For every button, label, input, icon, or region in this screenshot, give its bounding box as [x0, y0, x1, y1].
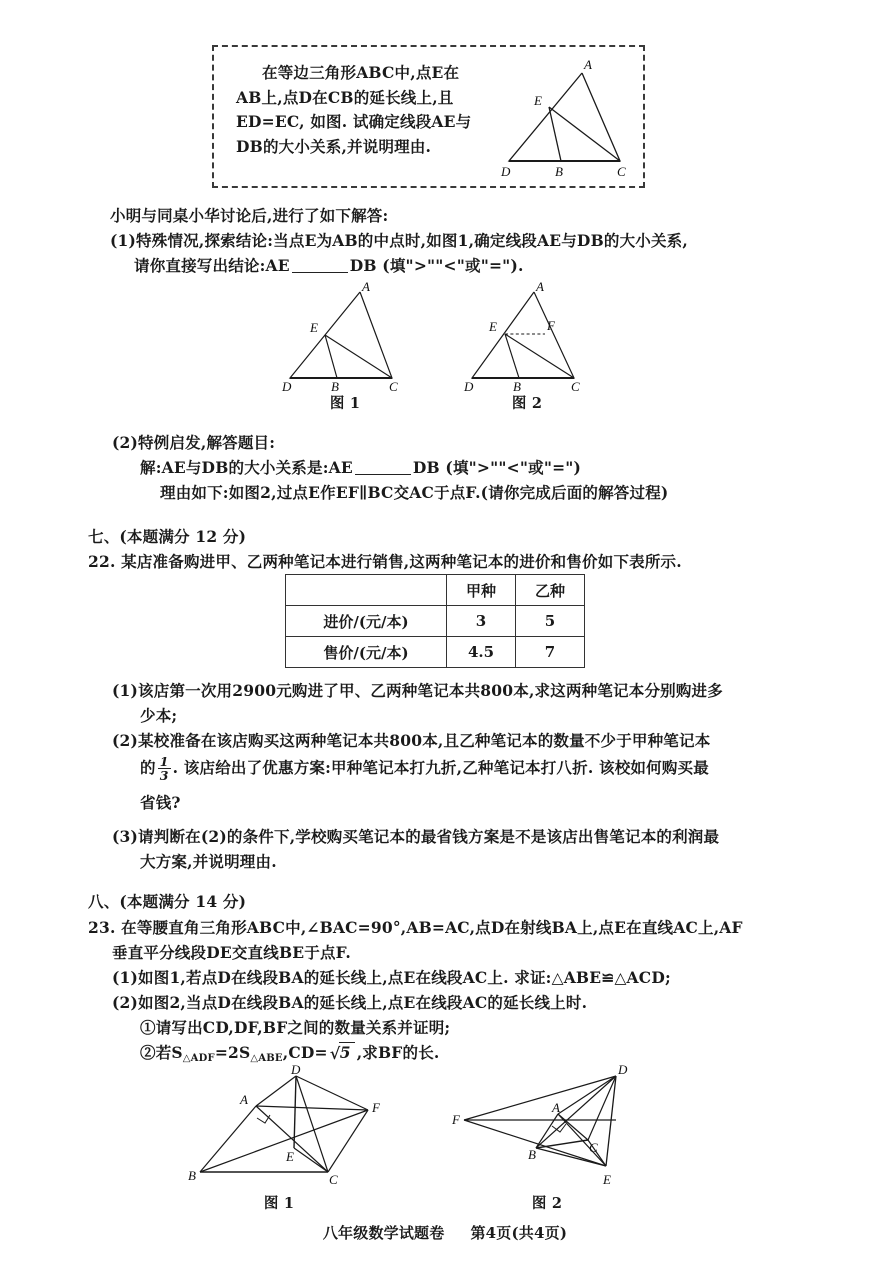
answer-blank-2[interactable]: [355, 474, 411, 475]
section7-heading: 七、(本题满分 12 分): [88, 527, 247, 546]
label-C: C: [329, 1172, 338, 1187]
quoted-problem-box: [212, 45, 645, 188]
label-B: B: [528, 1147, 536, 1162]
label-C: C: [389, 379, 398, 392]
table-header-jia: 甲种: [447, 575, 516, 606]
label-A: A: [240, 1092, 248, 1107]
fraction-numerator: 1: [159, 754, 169, 769]
footer-title: 八年级数学试题卷: [322, 1224, 445, 1242]
quoted-problem-figure: [487, 55, 637, 183]
q21-figure-2-caption: 图 2: [511, 395, 543, 412]
q22-2-line2-b: . 该店给出了优惠方案:甲种笔记本打九折,乙种笔记本打八折. 该校如何购买最: [172, 758, 709, 777]
geometry-diagram-fig2: [448, 1062, 663, 1194]
sqrt-radicand: 5: [339, 1042, 355, 1062]
q21-part2-line2-b: DB (填">""<"或"="): [412, 458, 582, 477]
q23-part2-a: ①请写出CD,DF,BF之间的数量关系并证明;: [140, 1018, 451, 1037]
q23-figure-1-caption: 图 1: [263, 1195, 295, 1212]
label-D: D: [618, 1062, 628, 1077]
q23-part2-b-mid: =2S: [214, 1043, 251, 1062]
q21-intro: 小明与同桌小华讨论后,进行了如下解答:: [110, 206, 389, 225]
q23-figure-1: [178, 1062, 388, 1194]
q21-part1-line2-a: 请你直接写出结论:AE: [134, 256, 290, 275]
q22-stem: 22. 某店准备购进甲、乙两种笔记本进行销售,这两种笔记本的进价和售价如下表所示.: [88, 552, 682, 571]
table-row-label-cost: 进价/(元/本): [286, 606, 447, 637]
fraction-denominator: 3: [159, 768, 169, 783]
quoted-line-2: AB上,点D在CB的延长线上,且: [236, 87, 454, 107]
q22-1-line1: (1)该店第一次用2900元购进了甲、乙两种笔记本共800本,求这两种笔记本分别购进多: [112, 681, 723, 700]
quoted-line-1: 在等边三角形ABC中,点E在: [262, 63, 460, 82]
label-D: D: [282, 379, 292, 392]
triangle-diagram-fig1: [262, 282, 410, 392]
triangle-diagram-fig2: [444, 282, 592, 392]
q23-part2-b-pre: ②若S: [140, 1043, 183, 1062]
quoted-problem-text: [236, 61, 486, 159]
q23-part2-b-post: ,求BF的长.: [356, 1043, 440, 1062]
label-C: C: [617, 164, 626, 179]
q23-part2-b-cd: ,CD=: [282, 1043, 328, 1062]
table-cell-price-yi: 7: [516, 637, 585, 668]
page-footer: [0, 1222, 890, 1243]
q21-figure-1: [262, 282, 410, 392]
fraction-one-third: [158, 755, 171, 782]
q23-stem-line1: 23. 在等腰直角三角形ABC中,∠BAC=90°,AB=AC,点D在射线BA上,点E在直线AC上,AF: [88, 918, 743, 937]
label-B: B: [188, 1168, 196, 1183]
label-F: F: [372, 1100, 380, 1115]
q23-part1: (1)如图1,若点D在线段BA的延长线上,点E在线段AC上. 求证:△ABE≌△ACD;: [112, 968, 671, 987]
table-row: [286, 606, 585, 637]
label-A: A: [552, 1100, 560, 1115]
quoted-line-3: ED=EC, 如图. 试确定线段AE与: [236, 112, 472, 131]
q22-3-line1: (3)请判断在(2)的条件下,学校购买笔记本的最省钱方案是不是该店出售笔记本的利润最: [112, 827, 720, 846]
q22-2-line3: 省钱?: [140, 793, 181, 812]
table-cell-corner: [286, 575, 447, 606]
q22-2-line1: (2)某校准备在该店购买这两种笔记本共800本,且乙种笔记本的数量不少于甲种笔记本: [112, 731, 711, 750]
section8-heading: 八、(本题满分 14 分): [88, 892, 247, 911]
label-E: E: [603, 1172, 611, 1187]
q23-figure-2: [448, 1062, 663, 1194]
label-D: D: [464, 379, 474, 392]
label-D: D: [291, 1062, 301, 1077]
label-A: A: [536, 282, 544, 294]
label-E: E: [286, 1149, 294, 1164]
q22-1-line2: 少本;: [140, 706, 178, 725]
label-F: F: [452, 1112, 460, 1127]
label-B: B: [555, 164, 563, 179]
q23-part2-b-sub2: △ABE: [250, 1053, 283, 1064]
label-C: C: [571, 379, 580, 392]
footer-page-info: 第4页(共4页): [470, 1224, 568, 1242]
label-E: E: [489, 319, 497, 334]
q21-part2-line3: 理由如下:如图2,过点E作EF∥BC交AC于点F.(请你完成后面的解答过程): [160, 483, 669, 502]
label-A: A: [362, 282, 370, 294]
q23-part2: (2)如图2,当点D在线段BA的延长线上,点E在线段AC的延长线上时.: [112, 993, 588, 1012]
q21-part2-line2-a: 解:AE与DB的大小关系是:AE: [140, 458, 353, 477]
label-B: B: [331, 379, 339, 392]
table-row-header: [286, 575, 585, 606]
q23-figure-2-caption: 图 2: [531, 1195, 563, 1212]
price-table: [285, 574, 585, 668]
table-row-label-price: 售价/(元/本): [286, 637, 447, 668]
table-cell-price-jia: 4.5: [447, 637, 516, 668]
triangle-diagram-quote: [487, 55, 637, 183]
q21-part1-line1: (1)特殊情况,探索结论:当点E为AB的中点时,如图1,确定线段AE与DB的大小关系,: [110, 231, 688, 250]
label-F: F: [547, 318, 555, 333]
q21-figure-2: [444, 282, 592, 392]
answer-blank-1[interactable]: [292, 272, 348, 273]
q21-figure-1-caption: 图 1: [329, 395, 361, 412]
table-header-yi: 乙种: [516, 575, 585, 606]
label-A: A: [584, 57, 592, 72]
q21-part1-line2: [134, 253, 524, 278]
table-row: [286, 637, 585, 668]
table-cell-cost-yi: 5: [516, 606, 585, 637]
q22-3-line2: 大方案,并说明理由.: [140, 852, 277, 871]
label-E: E: [310, 320, 318, 335]
q23-part2-b-sub1: △ADF: [182, 1053, 215, 1064]
label-C: C: [589, 1140, 598, 1155]
q21-part1-line2-b: DB (填">""<"或"=").: [349, 256, 524, 275]
quoted-line-4: DB的大小关系,并说明理由.: [236, 136, 432, 156]
table-cell-cost-jia: 3: [447, 606, 516, 637]
q21-part2-line1: (2)特例启发,解答题目:: [112, 433, 276, 452]
radical-icon: √: [329, 1044, 341, 1063]
geometry-diagram-fig1: [178, 1062, 388, 1194]
label-E: E: [534, 93, 542, 108]
q22-2-line2: [140, 755, 709, 782]
label-B: B: [513, 379, 521, 392]
q22-2-line2-a: 的: [140, 758, 156, 777]
q23-stem-line2: 垂直平分线段DE交直线BE于点F.: [112, 943, 351, 962]
label-D: D: [501, 164, 511, 179]
q21-part2-line2: [140, 455, 581, 480]
